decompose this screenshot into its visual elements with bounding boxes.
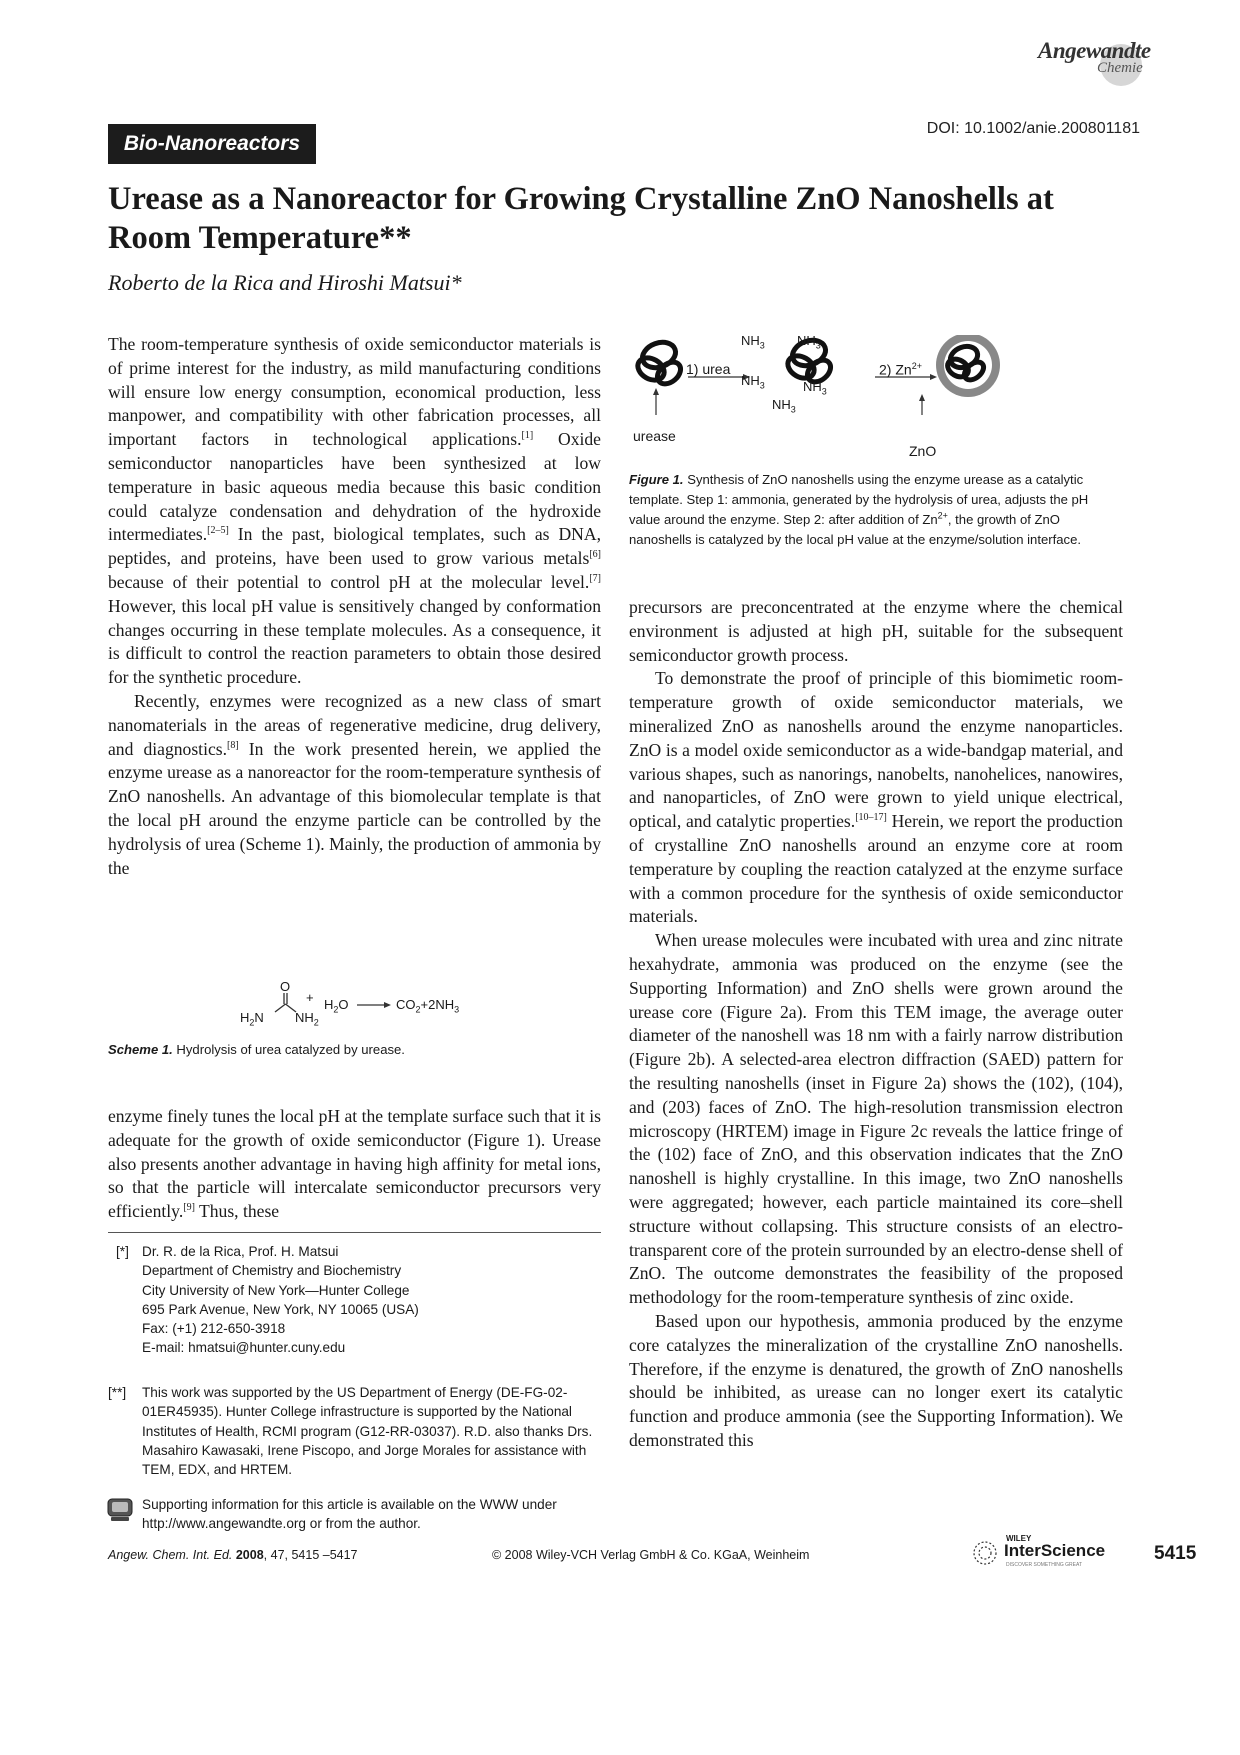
paragraph: The room-temperature synthesis of oxide semiconductor materials is of prime interest for the industry, as mild manufacturing conditions will ensure low energy consumption, economical production, less manpower, and compatibility with other fabrication processes, all important factors in technological applications.[1] Oxide semiconductor nanoparticles have been synthesized at low temperature in basic aqueous media because this basic condition could catalyze condensation and dehydration of the hydroxide intermediates.[2–5] In the past, biological templates, such as DNA, peptides, and proteins, have been used to grow various metals[6] because of their potential to control pH at the molecular level.[7] However, this local pH value is sensitively changed by conformation changes occurring in these template molecules. As a consequence, it is difficult to control the reaction parameters to obtain those desired for the synthetic procedure.	[108, 334, 601, 688]
paragraph: precursors are preconcentrated at the enzyme where the chemical environment is adjusted at high pH, suitable for the subsequent semiconductor growth process.	[629, 597, 1123, 665]
paragraph: enzyme finely tunes the local pH at the template surface such that it is adequate for the growth of oxide semiconductor (Figure 1). Urease also presents another advantage in having high affinity for metal ions, so that the particle will intercalate semiconductor precursors very efficiently.[9] Thus, these	[108, 1106, 601, 1222]
footnote-affiliation: [*] Dr. R. de la Rica, Prof. H. Matsui Department of Chemistry and Biochemistry City University of New York—Hunter College 695 Park Avenue, New York, NY 10065 (USA) Fax: (+1) 212-650-3918 E-mail: hmatsui@hunter.cuny.edu	[116, 1244, 419, 1356]
urease-enzyme	[634, 338, 685, 388]
article-title: Urease as a Nanoreactor for Growing Crystalline ZnO Nanoshells at Room Temperature**	[108, 181, 1054, 256]
citation: [9]	[183, 1202, 195, 1214]
right-column	[629, 596, 1123, 1453]
section-tag: Bio-Nanoreactors	[108, 124, 316, 164]
paragraph: Based upon our hypothesis, ammonia produced by the enzyme core catalyzes the mineralization of the crystalline ZnO nanoshells. Therefore, if the enzyme is denatured, the growth of ZnO nanoshells should be inhibited, as urease can no longer exert its catalytic function and produce ammonia (see the Supporting Information). We demonstrated this	[629, 1310, 1123, 1450]
scheme-1-equation: O + $H_2N$ $NH_2$ $H_2O$ $CO_2+2NH_3$	[240, 980, 500, 1030]
paragraph: To demonstrate the proof of principle of this biomimetic room-temperature growth of oxide semiconductor materials, we mineralized ZnO as nanoshells around the enzyme nanoparticles. ZnO is a model oxide semiconductor as a wide-bandgap material, and various shapes, such as nanorings, nanobelts, nanohelices, nanowires, and nanoparticles, of ZnO were grown to yield unique electrical, optical, and catalytic properties.[10–17] Herein, we report the production of crystalline ZnO nanoshells around an enzyme core at room temperature by coupling the reaction catalyzed at the enzyme surface with a common procedure for the synthesis of oxide semiconductor materials.	[629, 668, 1123, 927]
citation: [7]	[589, 573, 601, 585]
authors: Roberto de la Rica and Hiroshi Matsui*	[108, 270, 462, 295]
journal-logo-name: Angewandte	[1038, 38, 1151, 63]
zno-label: ZnO	[909, 443, 937, 459]
supporting-info-icon	[106, 1497, 134, 1523]
paragraph: When urease molecules were incubated with urea and zinc nitrate hexahydrate, ammonia was produced on the enzyme (see the Supporting Information) and ZnO shells were grown around the urease core (Figure 2a). From this TEM image, the average outer diameter of the nanoshell was 18 nm with a fairly narrow distribution (Figure 2b). A selected-area electron diffraction (SAED) pattern for the resulting nanoshells (inset in Figure 2a) shows the (102), (104), and (203) faces of ZnO. The high-resolution transmission electron microscopy (HRTEM) image in Figure 2c reveals the lattice fringe of the (102) face of ZnO, and this observation indicates that the ZnO nanoshell is highly crystalline. In this image, two ZnO nanoshells were aggregated; however, each particle maintained its core–shell structure without collapsing. This structure consists of an electro-transparent core of the protein surrounded by an electro-dense shell of ZnO. The outcome demonstrates the feasibility of the proposed methodology for the room-temperature synthesis of zinc oxide.	[629, 930, 1123, 1308]
left-column-top	[108, 333, 601, 880]
footnote-rule	[108, 1232, 601, 1233]
citation: [1]	[521, 430, 534, 442]
citation: [8]	[227, 739, 239, 751]
interscience-globe-icon	[970, 1538, 1000, 1568]
citation: [10–17]	[855, 812, 887, 824]
left-column-bottom	[108, 1105, 601, 1224]
citation: [6]	[589, 549, 601, 561]
doi: DOI: 10.1002/anie.200801181	[926, 120, 1140, 137]
figure-1-caption: Figure 1. Synthesis of ZnO nanoshells using the enzyme urease as a catalytic template. Step 1: ammonia, generated by the hydrolysis of urea, adjusts the pH value around the enzyme. Step 2: after addition of $Zn^{2+}$, the growth of ZnO nanoshells is catalyzed by the local pH value at the enzyme/solution interface.	[629, 472, 1089, 547]
footnote-supporting-info: Supporting information for this article is available on the WWW under http://www.angewandte.org or from the author.	[142, 1497, 557, 1532]
footer-copyright: © 2008 Wiley-VCH Verlag GmbH & Co. KGaA, Weinheim	[492, 1548, 810, 1562]
citation: [2–5]	[207, 525, 229, 537]
journal-logo-sub: Chemie	[1097, 60, 1143, 76]
footer-citation: Angew. Chem. Int. Ed. 2008, 47, 5415 –5417	[108, 1548, 358, 1562]
figure-1-graphic: 1) urea 2) $Zn^{2+}$ $NH_3$ $NH_3$ $NH_3$ $NH_3$ $NH_3$ urease ZnO	[629, 335, 1123, 455]
paragraph: Recently, enzymes were recognized as a new class of smart nanomaterials in the areas of regenerative medicine, drug delivery, and diagnostics.[8] In the work presented herein, we applied the enzyme urease as a nanoreactor for the room-temperature synthesis of ZnO nanoshells. An advantage of this biomolecular template is that the local pH around the enzyme particle can be controlled by the hydrolysis of urea (Scheme 1). Mainly, the production of ammonia by the	[108, 690, 601, 878]
scheme-1-caption: Scheme 1. Hydrolysis of urea catalyzed by urease.	[108, 1042, 405, 1057]
footnote-acknowledgement: [**] This work was supported by the US Department of Energy (DE-FG-02-01ER45935). Hunter College infrastructure is supported by the National Institutes of Health, RCMI program (G12-RR-03037). R.D. also thanks Drs. Masahiro Kawasaki, Irene Piscopo, and Jorge Morales for assistance with TEM, EDX, and HRTEM.	[108, 1385, 593, 1478]
urea-structure-lines	[240, 980, 500, 1030]
page-number: 5415	[1154, 1543, 1197, 1564]
urease-label: urease	[633, 428, 676, 444]
